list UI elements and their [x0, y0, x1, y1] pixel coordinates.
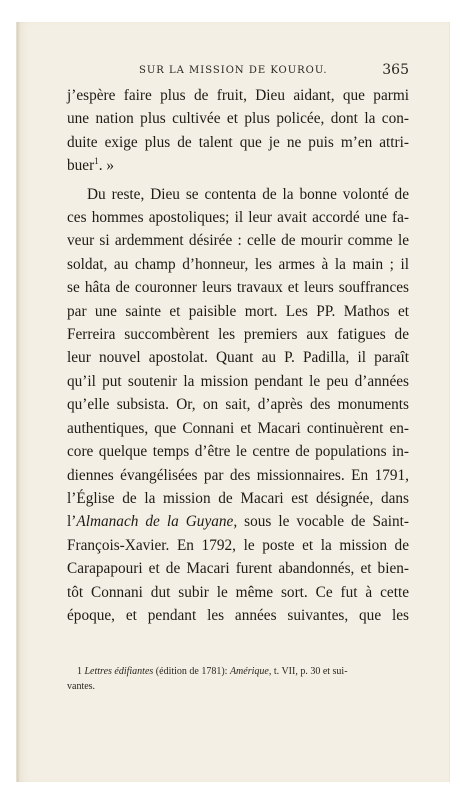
text-line: une nation plus cultivée et plus policée, dont la con- [67, 110, 409, 128]
text-line: Ferreira succombèrent les premiers aux fatigues de [67, 326, 409, 344]
footnote-edition: (édition de 1781): [153, 666, 230, 677]
footnote-reference: 1 [94, 156, 99, 167]
footnote-reference-text: , t. VII, p. 30 et sui- [268, 666, 348, 677]
body-text [67, 84, 409, 627]
text-line: j’espère faire plus de fruit, Dieu aidant, que parmi [67, 87, 409, 104]
text-line: diennes évangélisées par des missionnaires. En 1791, [67, 466, 409, 484]
text-fragment: buer [67, 157, 95, 175]
page-header [67, 62, 409, 78]
text-line: ces hommes apostoliques; il leur avait accordé une fa- [67, 209, 409, 227]
italic-title: Almanach de la Guyane, [76, 513, 238, 531]
text-line: tôt Connani dut subir le même sort. Ce fut à cette [67, 583, 409, 601]
text-line: l’Église de la mission de Macari est désignée, dans [67, 489, 409, 507]
footnote-line [67, 664, 409, 679]
text-fragment: l’ [67, 513, 77, 531]
text-line: core quelque temps d’être le centre de populations in- [67, 443, 409, 461]
text-line: authentiques, que Connani et Macari continuèrent en- [67, 419, 409, 437]
text-line: duite exige plus de talent que je ne puis m’en attri- [67, 133, 409, 151]
text-line: veur si ardemment désirée : celle de mourir comme le [67, 232, 409, 250]
footnote-section-title: Amérique [229, 666, 269, 677]
text-line: Du reste, Dieu se contenta de la bonne volonté de [87, 185, 409, 203]
running-head: SUR LA MISSION DE KOUROU. [139, 65, 328, 76]
footnote [67, 664, 409, 694]
book-page [16, 22, 450, 782]
footnote-marker: 1 [77, 666, 82, 677]
text-line: soldat, au champ d’honneur, les armes à la main ; il [67, 255, 409, 273]
text-line: Carapapouri et de Macari furent abandonnés, et bien- [67, 560, 409, 578]
text-line: François-Xavier. En 1792, le poste et la mission de [67, 536, 409, 554]
text-line: se hâta de couronner leurs travaux et leurs souffrances [67, 279, 409, 297]
text-line [67, 510, 409, 533]
text-line: qu’elle subsista. Or, on sait, d’après des monuments [67, 396, 409, 414]
text-line: époque, et pendant les années suivantes, que les [67, 606, 409, 624]
text-line: leur nouvel apostolat. Quant au P. Padilla, il paraît [67, 349, 409, 367]
footnote-source-title: Lettres édifiantes [84, 666, 154, 677]
text-line: par une sainte et paisible mort. Les PP. Mathos et [67, 302, 409, 320]
page-number: 365 [382, 62, 409, 78]
footnote-line: vantes. [67, 681, 96, 692]
text-fragment: . » [98, 157, 114, 175]
text-line: qu’il put soutenir la mission pendant le peu d’années [67, 372, 409, 390]
text-fragment: sous le vocable de Saint- [237, 513, 409, 531]
text-line [67, 154, 409, 177]
